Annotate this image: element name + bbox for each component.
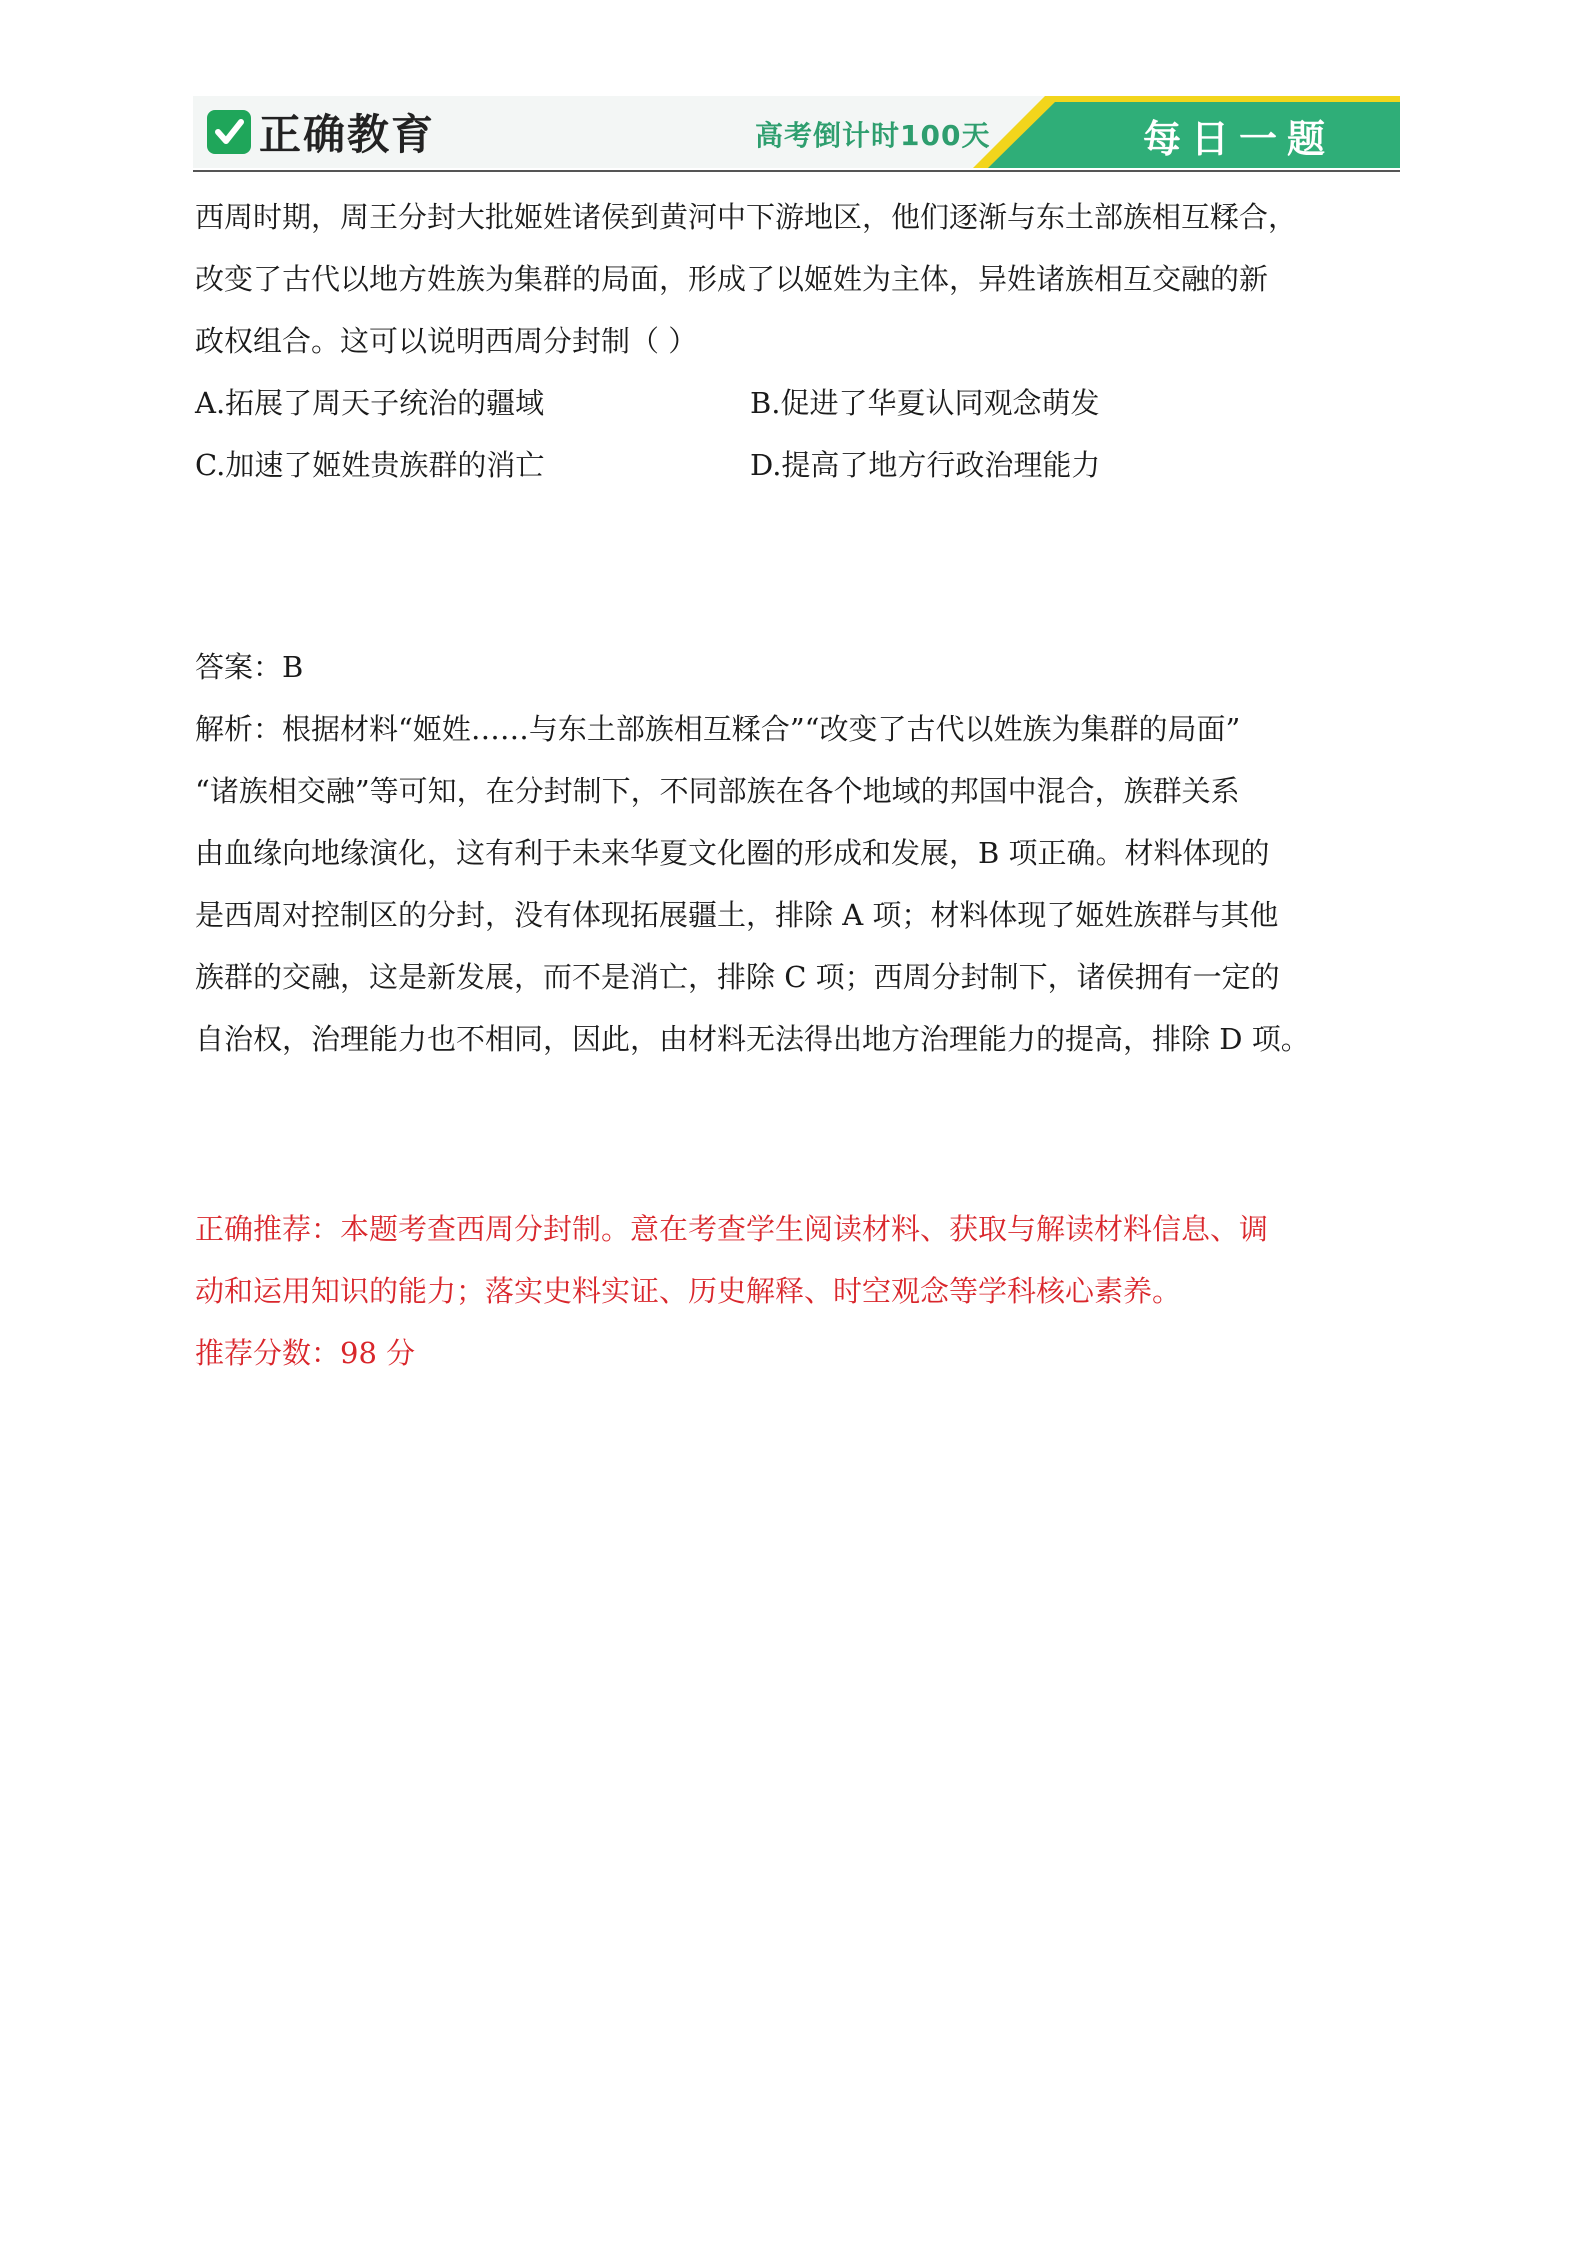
analysis-line: 族群的交融，这是新发展，而不是消亡，排除 C 项；西周分封制下，诸侯拥有一定的 (195, 960, 1280, 994)
question-line: 西周时期，周王分封大批姬姓诸侯到黄河中下游地区，他们逐渐与东土部族相互糅合， (195, 200, 1298, 234)
recommendation-line: 正确推荐：本题考查西周分封制。意在考查学生阅读材料、获取与解读材料信息、调 (195, 1212, 1269, 1246)
recommended-score: 推荐分数：98 分 (195, 1336, 416, 1370)
option-c: C.加速了姬姓贵族群的消亡 (195, 448, 545, 482)
countdown-label: 高考倒计时100天 (755, 119, 991, 152)
answer-options (195, 372, 1435, 496)
option-a: A.拓展了周天子统治的疆域 (195, 386, 545, 420)
analysis-line: “诸族相交融”等可知，在分封制下，不同部族在各个地域的邦国中混合，族群关系 (195, 774, 1240, 808)
recommendation-section (195, 1198, 1435, 1384)
analysis-line: 解析：根据材料“姬姓……与东土部族相互糅合”“改变了古代以姓族为集群的局面” (195, 712, 1241, 746)
question-line: 政权组合。这可以说明西周分封制（ ） (195, 324, 698, 358)
header-banner (193, 96, 1400, 168)
question-section (195, 186, 1435, 496)
option-b: B.促进了华夏认同观念萌发 (750, 386, 1100, 420)
analysis-line: 自治权，治理能力也不相同，因此，由材料无法得出地方治理能力的提高，排除 D 项。 (195, 1022, 1310, 1056)
answer-section (195, 636, 1435, 1070)
analysis-line: 是西周对控制区的分封，没有体现拓展疆土，排除 A 项；材料体现了姬姓族群与其他 (195, 898, 1279, 932)
header-divider (193, 170, 1400, 172)
option-d: D.提高了地方行政治理能力 (750, 448, 1101, 482)
recommendation-line: 动和运用知识的能力；落实史料实证、历史解释、时空观念等学科核心素养。 (195, 1274, 1182, 1308)
daily-question-title: 每日一题 (1143, 117, 1336, 161)
brand-logo (207, 106, 435, 158)
brand-name: 正确教育 (259, 110, 436, 159)
analysis-line: 由血缘向地缘演化，这有利于未来华夏文化圈的形成和发展，B 项正确。材料体现的 (195, 836, 1270, 870)
check-icon (207, 110, 251, 154)
question-line: 改变了古代以地方姓族为集群的局面，形成了以姬姓为主体，异姓诸族相互交融的新 (195, 262, 1269, 296)
answer-label: 答案：B (195, 650, 304, 684)
